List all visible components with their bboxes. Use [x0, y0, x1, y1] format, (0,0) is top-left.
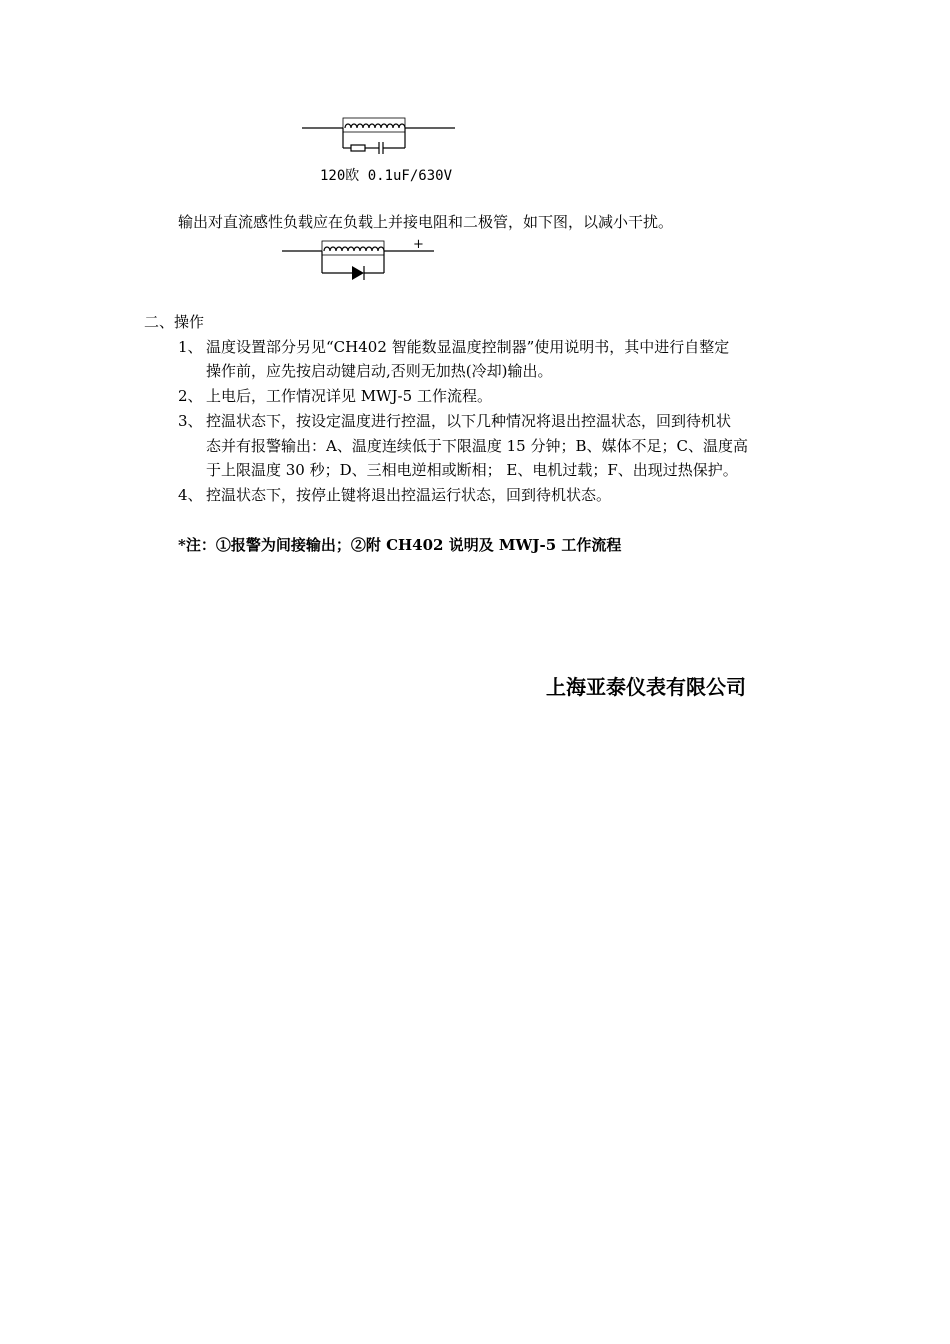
snubber-caption: 120欧 0.1uF/630V [320, 168, 453, 184]
diode-circuit-diagram [0, 0, 950, 300]
list-item-number: 2、 [178, 387, 203, 405]
list-item-number: 3、 [178, 412, 203, 430]
intro-paragraph: 输出对直流感性负载应在负载上并接电阻和二极管，如下图，以减小干扰。 [178, 213, 674, 231]
list-item-text: 控温状态下，按设定温度进行控温，以下几种情况将退出控温状态，回到待机状 [206, 412, 732, 430]
list-item-text: 态并有报警输出：A、温度连续低于下限温度 15 分钟；B、媒体不足；C、温度高 [206, 437, 748, 455]
list-item-text: 控温状态下，按停止键将退出控温运行状态，回到待机状态。 [206, 486, 612, 504]
company-name: 上海亚泰仪表有限公司 [546, 675, 746, 699]
list-item-text: 操作前，应先按启动键启动,否则无加热(冷却)输出。 [206, 362, 553, 380]
list-item-text: 温度设置部分另见“CH402 智能数显温度控制器”使用说明书，其中进行自整定 [206, 338, 730, 356]
polarity-plus-label: + [413, 237, 424, 252]
list-item-text: 于上限温度 30 秒；D、三相电逆相或断相； E、电机过载；F、出现过热保护。 [206, 461, 738, 479]
list-item-text: 上电后，工作情况详见 MWJ-5 工作流程。 [206, 387, 492, 405]
note-text: *注：①报警为间接输出；②附 CH402 说明及 MWJ-5 工作流程 [178, 536, 622, 554]
list-item-number: 4、 [178, 486, 203, 504]
section-heading: 二、操作 [144, 313, 205, 331]
list-item-number: 1、 [178, 338, 203, 356]
